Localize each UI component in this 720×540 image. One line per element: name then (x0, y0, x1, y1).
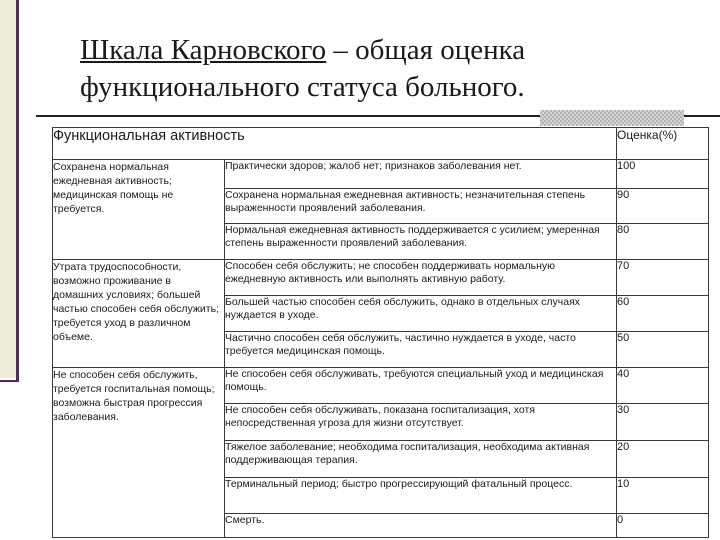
score-cell: 30 (617, 404, 709, 441)
description-cell: Тяжелое заболевание; необходима госпитализация, необходима активная поддерживающая терапия. (225, 441, 617, 478)
description-cell: Большей частью способен себя обслужить, однако в отдельных случаях нуждается в уходе. (225, 296, 617, 332)
description-cell: Нормальная ежедневная активность поддерживается с усилием; умеренная степень выраженности проявлений заболевания. (225, 224, 617, 260)
score-cell: 50 (617, 332, 709, 368)
score-cell: 90 (617, 189, 709, 224)
left-accent-tick (0, 380, 19, 382)
category-cell: Утрата трудоспособности, возможно проживание в домашних условиях; большей частью способен себя обслужить; требуется уход в различном объеме. (53, 260, 225, 368)
description-cell: Терминальный период; быстро прогрессирующий фатальный процесс. (225, 478, 617, 514)
score-cell: 40 (617, 368, 709, 404)
title-rest-line1: – общая оценка (326, 34, 526, 66)
table-row (53, 368, 709, 404)
score-cell: 100 (617, 160, 709, 189)
description-cell: Частично способен себя обслужить, частично нуждается в уходе, часто требуется медицинская помощь. (225, 332, 617, 368)
description-cell: Сохранена нормальная ежедневная активность; незначительная степень выраженности проявлений заболевания. (225, 189, 617, 224)
table-row (53, 160, 709, 189)
karnofsky-table (52, 127, 709, 538)
table-row (53, 260, 709, 296)
score-cell: 0 (617, 514, 709, 538)
score-cell: 20 (617, 441, 709, 478)
left-decorative-band (0, 0, 16, 378)
left-accent-bar (16, 0, 19, 382)
title-line2: функционального статуса больного. (80, 71, 525, 103)
score-cell: 10 (617, 478, 709, 514)
table-header-row (53, 128, 709, 160)
header-score: Оценка(%) (617, 128, 709, 160)
description-cell: Способен себя обслужить; не способен поддерживать нормальную ежедневную активность или выполнять активную работу. (225, 260, 617, 296)
score-cell: 70 (617, 260, 709, 296)
title-underlined-part: Шкала Карновского (80, 34, 327, 66)
description-cell: Практически здоров; жалоб нет; признаков заболевания нет. (225, 160, 617, 189)
description-cell: Смерть. (225, 514, 617, 538)
slide-title (80, 32, 680, 106)
score-cell: 60 (617, 296, 709, 332)
description-cell: Не способен себя обслуживать, требуются специальный уход и медицинская помощь. (225, 368, 617, 404)
decorative-pattern (540, 110, 684, 126)
category-cell: Не способен себя обслужить, требуется госпитальная помощь; возможна быстрая прогрессия заболевания. (53, 368, 225, 538)
description-cell: Не способен себя обслуживать, показана госпитализация, хотя непосредственная угроза для жизни отсутствует. (225, 404, 617, 441)
category-cell: Сохранена нормальная ежедневная активность; медицинская помощь не требуется. (53, 160, 225, 260)
score-cell: 80 (617, 224, 709, 260)
header-activity: Функциональная активность (53, 128, 617, 160)
